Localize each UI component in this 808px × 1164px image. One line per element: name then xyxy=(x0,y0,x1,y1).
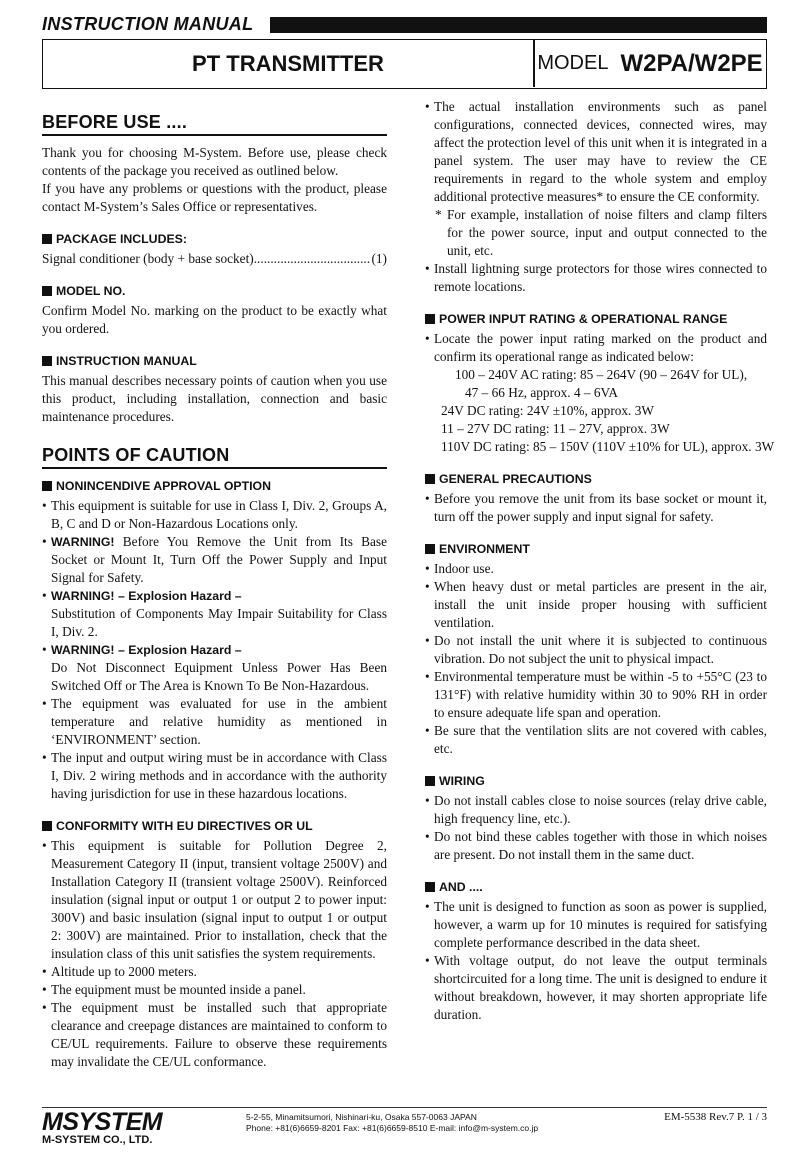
instruction-manual-heading xyxy=(42,352,387,370)
general-title: GENERAL PRECAUTIONS xyxy=(439,472,592,486)
list-item: • When heavy dust or metal particles are present in the air, install the unit inside proper housing with sufficient ventilation. xyxy=(425,578,767,632)
list-item xyxy=(42,641,387,659)
instruction-manual-text: This manual describes necessary points of caution when you use this product, including installation, connection and basic maintenance procedures. xyxy=(42,373,387,424)
list-item: • The input and output wiring must be in accordance with Class I, Div. 2 wiring methods and in accordance with the authority having jurisdiction for use in these hazardous locations. xyxy=(42,749,387,803)
rating-line: 11 – 27V DC rating: 11 – 27V, approx. 3W xyxy=(441,421,670,436)
warning-text: Do Not Disconnect Equipment Unless Power Has Been Switched Off or The Area is Known To Be Non-Hazardous. xyxy=(51,660,387,693)
company-logo: MSYSTEM xyxy=(42,1108,163,1136)
list-item: • Before you remove the unit from its base socket or mount it, turn off the power supply and input signal for safety. xyxy=(425,490,767,526)
warning-label: WARNING! – Explosion Hazard – xyxy=(51,643,242,657)
package-item xyxy=(42,250,387,268)
list-item: • Do not bind these cables together with those in which noises are present. Do not install them in the same duct. xyxy=(425,828,767,864)
list-item: • The unit is designed to function as soon as power is supplied, however, a warm up for 10 minutes is required for satisfying complete performance described in the data sheet. xyxy=(425,898,767,952)
points-of-caution-title: POINTS OF CAUTION xyxy=(42,446,387,469)
list-item: • Environmental temperature must be within -5 to +55°C (23 to 131°F) with relative humidity within 30 to 90% RH in order to ensure adequate life span and operation. xyxy=(425,668,767,722)
square-bullet-icon xyxy=(42,481,52,491)
header-bar xyxy=(270,17,767,33)
before-use-intro-2: If you have any problems or questions with the product, please contact M-System’s Sales Office or representatives. xyxy=(42,181,387,214)
list-item: • Locate the power input rating marked on the product and confirm its operational range as indicated below: xyxy=(425,330,767,366)
wiring-heading xyxy=(425,772,767,790)
list-item xyxy=(42,587,387,605)
footnote xyxy=(425,206,767,260)
list-item xyxy=(42,533,387,587)
square-bullet-icon xyxy=(425,776,435,786)
warning-label: WARNING! xyxy=(51,535,115,549)
and-heading xyxy=(425,878,767,896)
right-column xyxy=(425,98,775,1024)
instruction-manual-title: INSTRUCTION MANUAL xyxy=(56,354,197,368)
general-heading xyxy=(425,470,767,488)
environment-heading xyxy=(425,540,767,558)
list-item: • This equipment is suitable for Pollution Degree 2, Measurement Category II (input, transient voltage 2500V) and Installation Category II (transient voltage 2500V). Reinforced insulation (signal input or output 1 or output 2 to power input: 300V) and basic insulation (signal input to output 1 or output 2: 300V) are maintained. Prior to installation, check that the insulation class of this unit satisfies the system requirements. xyxy=(42,837,387,963)
square-bullet-icon xyxy=(42,234,52,244)
model-value: W2PA/W2PE xyxy=(620,49,763,77)
list-item: • Altitude up to 2000 meters. xyxy=(42,963,387,981)
wiring-title: WIRING xyxy=(439,774,485,788)
list-item: • With voltage output, do not leave the output terminals shortcircuited for a long time. The unit is designed to endure it without breakdown, however, it may shorten appropriate life duration. xyxy=(425,952,767,1024)
rating-line: 110V DC rating: 85 – 150V (110V ±10% for UL), approx. 3W xyxy=(441,439,775,454)
footnote-mark: * xyxy=(435,207,442,222)
power-title: POWER INPUT RATING & OPERATIONAL RANGE xyxy=(439,312,728,326)
rating-line: 100 – 240V AC rating: 85 – 264V (90 – 264V for UL), xyxy=(455,367,748,382)
contact-line: Phone: +81(6)6659-8201 Fax: +81(6)6659-8510 E-mail: info@m-system.co.jp xyxy=(246,1123,539,1133)
package-item-name: Signal conditioner (body + base socket) xyxy=(42,251,254,266)
before-use-intro: Thank you for choosing M-System. Before use, please check contents of the package you received as outlined below. xyxy=(42,145,387,178)
nonincendive-heading xyxy=(42,477,387,495)
conformity-heading xyxy=(42,817,387,835)
package-item-qty: (1) xyxy=(371,251,387,266)
address-line: 5-2-55, Minamitsumori, Nishinari-ku, Osaka 557-0063 JAPAN xyxy=(246,1112,477,1122)
list-item: • This equipment is suitable for use in Class I, Div. 2, Groups A, B, C and D or Non-Hazardous Locations only. xyxy=(42,497,387,533)
left-column xyxy=(42,113,387,1071)
list-item: • Do not install the unit where it is subjected to continuous vibration. Do not subject the unit to physical impact. xyxy=(425,632,767,668)
square-bullet-icon xyxy=(42,286,52,296)
package-heading xyxy=(42,230,387,248)
package-title: PACKAGE INCLUDES: xyxy=(56,232,187,246)
list-item: • The equipment must be installed such that appropriate clearance and creepage distances are maintained to conform to CE/UL requirements. Failure to observe these requirements may invalidate the CE/UL conformance. xyxy=(42,999,387,1071)
and-title: AND .... xyxy=(439,880,483,894)
dot-leader xyxy=(254,250,372,268)
footnote-text: For example, installation of noise filters and clamp filters for the power source, input and output connected to the unit, etc. xyxy=(447,207,767,258)
warning-text: Substitution of Components May Impair Suitability for Class I, Div. 2. xyxy=(51,606,387,639)
square-bullet-icon xyxy=(425,314,435,324)
model-no-heading xyxy=(42,282,387,300)
list-item: • The actual installation environments such as panel configurations, connected devices, connected wires, may affect the protection level of this unit when it is integrated in a panel system. The user may have to review the CE requirements in regard to the whole system and employ additional protective measures* to ensure the CE conformity. xyxy=(425,98,767,206)
warning-label: WARNING! – Explosion Hazard – xyxy=(51,589,242,603)
list-item: • Do not install cables close to noise sources (relay drive cable, high frequency line, etc.). xyxy=(425,792,767,828)
manual-label: INSTRUCTION MANUAL xyxy=(42,14,254,34)
square-bullet-icon xyxy=(42,821,52,831)
document-reference: EM-5538 Rev.7 P. 1 / 3 xyxy=(664,1111,767,1123)
environment-title: ENVIRONMENT xyxy=(439,542,530,556)
power-heading xyxy=(425,310,767,328)
rating-line: 47 – 66 Hz, approx. 4 – 6VA xyxy=(465,385,619,400)
title-box xyxy=(42,39,767,89)
list-item: • Be sure that the ventilation slits are not covered with cables, etc. xyxy=(425,722,767,758)
model-no-title: MODEL NO. xyxy=(56,284,126,298)
rating-line: 24V DC rating: 24V ±10%, approx. 3W xyxy=(441,403,654,418)
nonincendive-title: NONINCENDIVE APPROVAL OPTION xyxy=(56,479,271,493)
model-label: MODEL xyxy=(537,52,609,74)
square-bullet-icon xyxy=(425,882,435,892)
warning-text: Before You Remove the Unit from Its Base Socket or Mount It, Turn Off the Power Supply and Input Signal for Safety. xyxy=(51,534,387,585)
square-bullet-icon xyxy=(42,356,52,366)
company-name: M-SYSTEM CO., LTD. xyxy=(42,1134,153,1146)
company-address xyxy=(246,1112,538,1134)
square-bullet-icon xyxy=(425,474,435,484)
list-item: • Indoor use. xyxy=(425,560,767,578)
product-title: PT TRANSMITTER xyxy=(192,50,384,76)
model-no-text: Confirm Model No. marking on the product to be exactly what you ordered. xyxy=(42,303,387,336)
square-bullet-icon xyxy=(425,544,435,554)
list-item: • The equipment was evaluated for use in the ambient temperature and relative humidity as mentioned in ‘ENVIRONMENT’ section. xyxy=(42,695,387,749)
model-box xyxy=(535,40,765,87)
list-item: • The equipment must be mounted inside a panel. xyxy=(42,981,387,999)
before-use-title: BEFORE USE .... xyxy=(42,113,387,136)
list-item: • Install lightning surge protectors for those wires connected to remote locations. xyxy=(425,260,767,296)
conformity-title: CONFORMITY WITH EU DIRECTIVES OR UL xyxy=(56,819,313,833)
